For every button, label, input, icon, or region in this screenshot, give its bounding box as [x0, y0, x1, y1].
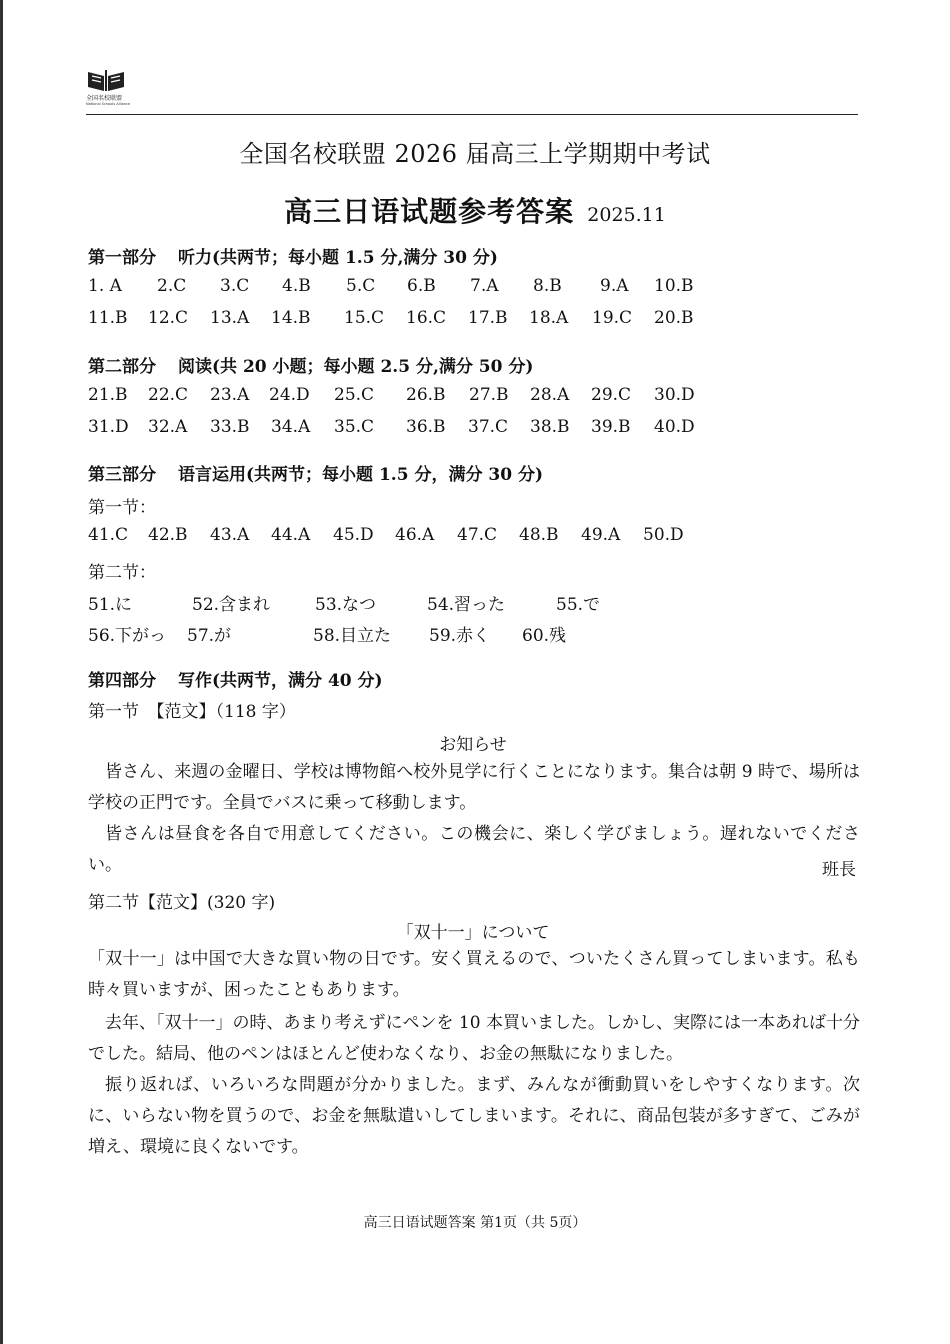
answer: 35.C: [334, 417, 375, 437]
answer: 43.A: [210, 525, 250, 545]
answer: 26.B: [406, 385, 446, 405]
answer: 2.C: [157, 276, 187, 296]
answer: 3.C: [220, 276, 250, 296]
essay2-title: 「双十一」について: [396, 923, 550, 943]
answer: 36.B: [406, 417, 446, 437]
part4-section2-label: 第二节【范文】(320 字): [88, 893, 276, 913]
answer: 37.C: [468, 417, 509, 437]
part2-heading: [88, 352, 533, 377]
answer: 52.含まれ: [192, 595, 271, 615]
part3-desc: 语言运用(共两节；每小题 1.5 分，满分 30 分): [178, 465, 543, 485]
answer: 51.に: [88, 595, 133, 615]
answer: 27.B: [469, 385, 509, 405]
essay1-title: お知らせ: [439, 735, 507, 755]
answer: 50.D: [643, 525, 684, 545]
essay1-signature: 班長: [822, 860, 856, 880]
part4-heading: [88, 666, 383, 691]
answer: 40.D: [654, 417, 695, 437]
logo-subtext: National Schools Alliance: [86, 102, 131, 106]
part1-heading: [88, 243, 498, 268]
answer: 23.A: [210, 385, 250, 405]
answer: 14.B: [271, 308, 311, 328]
answer: 10.B: [654, 276, 694, 296]
answer: 53.なつ: [315, 595, 377, 615]
answer: 20.B: [654, 308, 694, 328]
answer: 41.C: [88, 525, 129, 545]
answer: 31.D: [88, 417, 129, 437]
answer: 54.習った: [427, 595, 506, 615]
answer: 12.C: [148, 308, 189, 328]
answer: 30.D: [654, 385, 695, 405]
answer: 17.B: [468, 308, 508, 328]
answer: 28.A: [530, 385, 570, 405]
answer: 16.C: [406, 308, 447, 328]
answer: 7.A: [470, 276, 499, 296]
page-footer: 高三日语试题答案 第1页（共 5页）: [363, 1215, 587, 1231]
answer: 47.C: [457, 525, 498, 545]
answer: 24.D: [269, 385, 310, 405]
part4-title: 第四部分: [88, 671, 156, 691]
doc-date: 2025.11: [587, 204, 666, 226]
answer: 1. A: [88, 276, 122, 296]
answer: 38.B: [530, 417, 570, 437]
part4-desc: 写作(共两节，满分 40 分): [178, 671, 383, 691]
essay2-paragraph-3: 振り返れば、いろいろな問題が分かりました。まず、みんなが衝動買いをしやすくなります。次に、いらない物を買うので、お金を無駄遣いしてしまいます。それに、商品包装が多すぎて、ごみが増え、環境に良くないです。: [88, 1075, 860, 1157]
answer: 55.で: [556, 595, 601, 615]
school-alliance-logo: [86, 68, 132, 106]
part3-heading: [88, 460, 543, 485]
book-logo-icon: [86, 68, 126, 92]
answer: 59.赤く: [429, 626, 491, 646]
essay1-paragraph-1: 皆さん、来週の金曜日、学校は博物館へ校外見学に行くことになります。集合は朝 9 時で、場所は学校の正門です。全員でバスに乗って移動します。: [88, 762, 860, 813]
answer: 18.A: [529, 308, 569, 328]
answer: 21.B: [88, 385, 128, 405]
answer: 19.C: [592, 308, 633, 328]
answer: 4.B: [282, 276, 311, 296]
answer: 25.C: [334, 385, 375, 405]
document-title: [0, 190, 950, 230]
answer: 34.A: [271, 417, 311, 437]
answer: 56.下がっ: [88, 626, 167, 646]
answer: 32.A: [148, 417, 188, 437]
answer: 11.B: [88, 308, 128, 328]
answer: 5.C: [346, 276, 376, 296]
part3-section1-label: 第一节：: [88, 498, 156, 518]
answer: 33.B: [210, 417, 250, 437]
part3-section2-label: 第二节：: [88, 563, 156, 583]
answer: 39.B: [591, 417, 631, 437]
answer: 13.A: [210, 308, 250, 328]
answer: 22.C: [148, 385, 189, 405]
answer: 6.B: [407, 276, 436, 296]
answer: 60.残: [522, 626, 567, 646]
part1-title: 第一部分: [88, 248, 156, 268]
answer: 8.B: [533, 276, 562, 296]
answer: 57.が: [187, 626, 232, 646]
answer: 45.D: [333, 525, 374, 545]
answer: 58.目立た: [313, 626, 392, 646]
answer: 42.B: [148, 525, 188, 545]
part3-title: 第三部分: [88, 465, 156, 485]
answer: 15.C: [344, 308, 385, 328]
part2-desc: 阅读(共 20 小题；每小题 2.5 分,满分 50 分): [178, 357, 534, 377]
doc-title-text: 高三日语试题参考答案: [284, 195, 575, 228]
essay1-paragraph-2: 皆さんは昼食を各自で用意してください。この機会に、楽しく学びましょう。遅れないでください。: [88, 824, 860, 875]
answer: 44.A: [271, 525, 311, 545]
answer: 46.A: [395, 525, 435, 545]
header-divider: [86, 114, 858, 115]
answer: 9.A: [600, 276, 629, 296]
exam-title: 全国名校联盟 2026 届高三上学期期中考试: [239, 140, 711, 168]
essay2-paragraph-2: 去年、「双十一」の時、あまり考えずにペンを 10 本買いました。しかし、実際には一本あれば十分でした。結局、他のペンはほとんど使わなくなり、お金の無駄になりました。: [88, 1013, 860, 1064]
answer: 48.B: [519, 525, 559, 545]
answer: 29.C: [591, 385, 632, 405]
part1-desc: 听力(共两节；每小题 1.5 分,满分 30 分): [178, 248, 498, 268]
part4-section1-label: 第一节 【范文】（118 字）: [88, 702, 296, 722]
part2-title: 第二部分: [88, 357, 156, 377]
answer: 49.A: [581, 525, 621, 545]
logo-text: 全国名校联盟: [86, 95, 123, 102]
essay2-paragraph-1: 「双十一」は中国で大きな買い物の日です。安く買えるので、ついたくさん買ってしまいます。私も時々買いますが、困ったこともあります。: [88, 949, 860, 1000]
